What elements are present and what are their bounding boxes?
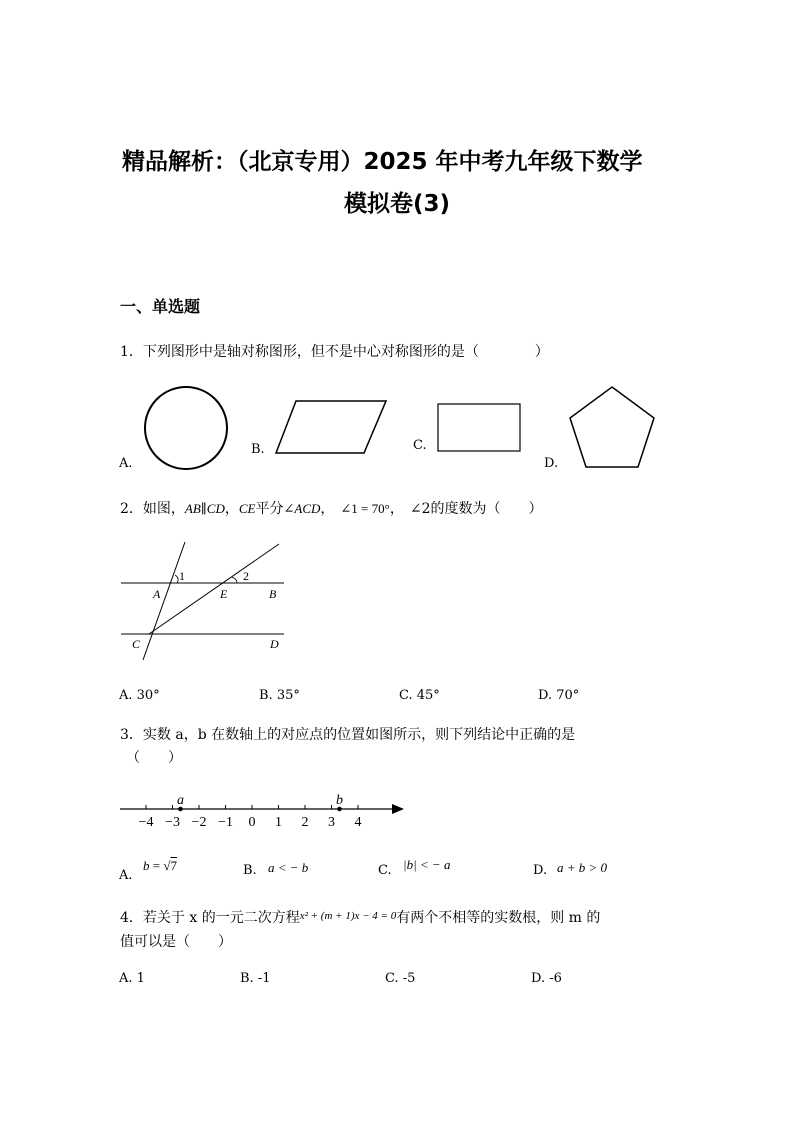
number-line-tick-label: 1 — [275, 815, 282, 830]
label-point-d: D — [270, 637, 279, 651]
q2-math-ce: CE — [238, 501, 256, 516]
q4-option-d: D. -6 — [531, 971, 562, 986]
q2-math-angle1: ∠1 = 70° — [340, 501, 390, 516]
q1-rectangle-shape — [436, 402, 524, 454]
q1-option-a-label: A. — [119, 456, 133, 471]
angle-2-arc — [232, 577, 237, 583]
q3-number-line — [116, 788, 410, 832]
transversal-line — [143, 542, 185, 660]
q3-option-a-label: A. — [119, 868, 133, 883]
q3-option-b-label: B. — [243, 863, 257, 878]
q1-pentagon-shape — [565, 384, 659, 472]
q1-option-c-label: C. — [413, 438, 427, 453]
number-line-tick-label: 3 — [328, 815, 335, 830]
q3-option-a-math: b = √7 — [143, 858, 177, 873]
q2-option-a: A. 30° — [119, 688, 160, 703]
q3-option-c-math: |b| < − a — [403, 857, 451, 872]
q2-text-question: ∠2的度数为（ ） — [409, 501, 543, 517]
number-line-point-a-label: a — [176, 793, 184, 808]
q4-stem-line1 — [120, 907, 600, 927]
number-line-tick-label: 0 — [248, 815, 256, 830]
angle-1-arc — [175, 575, 178, 583]
label-point-e: E — [220, 587, 228, 601]
q1-parallelogram-shape — [274, 399, 390, 457]
q3-stem-line1: 3．实数 a，b 在数轴上的对应点的位置如图所示，则下列结论中正确的是 — [120, 727, 576, 743]
q1-option-d-label: D. — [544, 456, 559, 471]
q4-stem-pre: 4．若关于 x 的一元二次方程 — [120, 910, 300, 926]
label-angle-1: 1 — [179, 569, 185, 583]
q2-text-bisects: 平分 — [255, 501, 284, 517]
q4-option-b: B. -1 — [240, 971, 271, 986]
q2-sep: ， — [389, 501, 404, 517]
number-line-tick-label: −2 — [191, 815, 207, 830]
label-point-a: A — [153, 587, 161, 601]
number-line-tick-label: 4 — [354, 815, 362, 830]
q2-sep: ， — [320, 501, 335, 517]
q4-stem-post: 有两个不相等的实数根，则 m 的 — [396, 910, 601, 926]
q3-option-b-math: a < − b — [268, 860, 309, 875]
section-heading: 一、单选题 — [120, 297, 201, 316]
q2-stem — [120, 498, 542, 518]
q3-option-d-math: a + b > 0 — [557, 860, 608, 875]
number-line-tick-label: −4 — [138, 815, 154, 830]
q4-equation: x² + (m + 1)x − 4 = 0 — [299, 910, 397, 922]
label-point-c: C — [132, 637, 141, 651]
label-angle-2: 2 — [243, 569, 249, 583]
q1-circle-shape — [140, 383, 232, 475]
q2-option-c: C. 45° — [399, 688, 440, 703]
label-point-b: B — [269, 587, 277, 601]
q3-option-d-label: D. — [533, 863, 548, 878]
number-line-tick-label: −3 — [165, 815, 180, 830]
number-line-tick-label: 2 — [301, 815, 309, 830]
q2-option-b: B. 35° — [259, 688, 300, 703]
number-line-point-b-label: b — [335, 793, 343, 808]
q1-stem: 1．下列图形中是轴对称图形，但不是中心对称图形的是（ ） — [120, 344, 549, 360]
q3-stem-line2: （ ） — [126, 750, 182, 766]
number-line-tick-label: −1 — [218, 815, 233, 830]
q2-stem-num: 2．如图， — [120, 501, 185, 517]
q4-option-a: A. 1 — [119, 971, 145, 986]
q2-math-angle-acd: ∠ACD — [283, 501, 321, 516]
page-title-line2: 模拟卷(3) — [344, 191, 451, 217]
q2-math-ab-parallel-cd: AB∥CD — [184, 501, 225, 516]
q2-sep: ， — [224, 501, 239, 517]
page-title-line1: 精品解析：（北京专用）2025 年中考九年级下数学 — [122, 149, 643, 175]
q1-option-b-label: B. — [251, 442, 265, 457]
q3-option-c-label: C. — [378, 863, 392, 878]
number-line-arrow — [392, 804, 404, 814]
q2-geometry-figure — [116, 538, 290, 664]
q2-option-d: D. 70° — [538, 688, 580, 703]
q4-stem-line2: 值可以是（ ） — [120, 934, 232, 950]
q4-option-c: C. -5 — [385, 971, 416, 986]
